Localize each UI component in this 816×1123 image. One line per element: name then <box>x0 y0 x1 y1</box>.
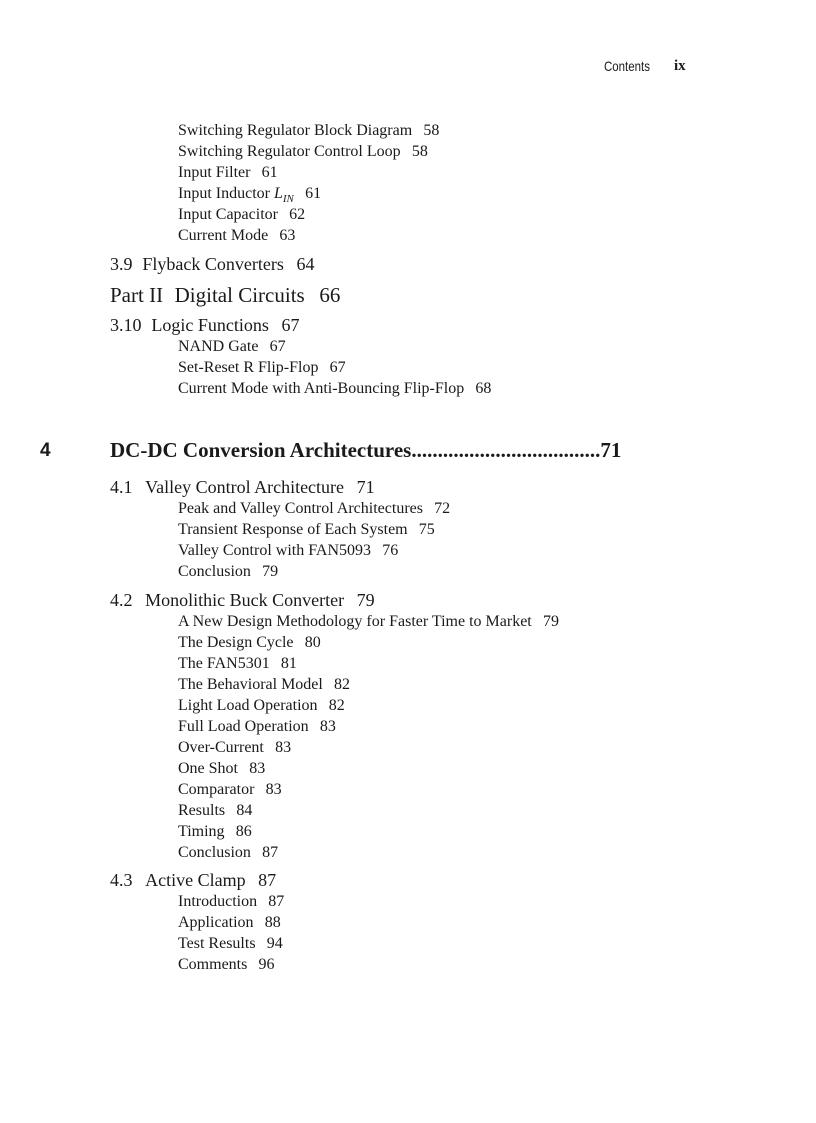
section-page: 71 <box>356 477 375 497</box>
entry-page: 79 <box>542 613 559 630</box>
section-number: 4.2 <box>110 590 133 610</box>
chapter-page: 71 <box>600 438 622 462</box>
entry-label: Conclusion <box>178 844 251 861</box>
toc-entry[interactable] <box>178 164 278 182</box>
entry-page: 83 <box>275 739 292 756</box>
toc-entry[interactable] <box>178 359 346 377</box>
entry-page: 96 <box>258 956 275 973</box>
entry-label: Results <box>178 802 226 819</box>
entry-page: 67 <box>329 359 346 376</box>
part-page: 66 <box>319 283 341 307</box>
toc-entry[interactable] <box>178 935 283 953</box>
toc-section-4-3[interactable] <box>110 870 276 891</box>
section-number: 3.10 <box>110 315 142 335</box>
entry-page: 62 <box>289 206 306 223</box>
toc-entry[interactable] <box>178 802 252 820</box>
entry-page: 63 <box>279 227 296 244</box>
entry-page: 86 <box>235 823 252 840</box>
section-page: 67 <box>281 315 300 335</box>
toc-section-3-10[interactable] <box>110 315 299 336</box>
entry-page: 76 <box>382 542 399 559</box>
entry-page: 81 <box>280 655 297 672</box>
entry-symbol-subscript: IN <box>282 193 294 206</box>
toc-entry[interactable] <box>178 338 286 356</box>
toc-entry[interactable] <box>178 655 297 673</box>
toc-section-3-9[interactable] <box>110 254 314 275</box>
entry-page: 87 <box>262 844 279 861</box>
entry-page: 80 <box>304 634 321 651</box>
toc-entry[interactable] <box>178 634 321 652</box>
toc-entry[interactable] <box>178 143 428 161</box>
entry-page: 87 <box>268 893 285 910</box>
toc-entry[interactable] <box>178 185 321 205</box>
toc-entry[interactable] <box>178 844 278 862</box>
toc-entry[interactable] <box>178 956 275 974</box>
entry-page: 67 <box>269 338 286 355</box>
entry-symbol: L <box>273 185 283 202</box>
section-page: 87 <box>258 870 277 890</box>
section-page: 64 <box>296 254 315 274</box>
entry-label: Application <box>178 914 254 931</box>
toc-entry[interactable] <box>178 563 278 581</box>
entry-page: 82 <box>328 697 345 714</box>
entry-page: 58 <box>423 122 440 139</box>
toc-entry[interactable] <box>178 739 291 757</box>
chapter-title: DC-DC Conversion Architectures <box>110 438 412 462</box>
toc-entry[interactable] <box>178 676 350 694</box>
section-number: 3.9 <box>110 254 133 274</box>
section-page: 79 <box>356 590 375 610</box>
entry-label: Input Filter <box>178 164 251 181</box>
toc-entry[interactable] <box>178 521 435 539</box>
entry-label: The Design Cycle <box>178 634 294 651</box>
chapter-number: 4 <box>40 440 51 461</box>
toc-entry[interactable] <box>178 500 450 518</box>
entry-label: Conclusion <box>178 563 251 580</box>
entry-label: A New Design Methodology for Faster Time to Market <box>178 613 532 630</box>
entry-page: 72 <box>434 500 451 517</box>
entry-page: 61 <box>261 164 278 181</box>
entry-label: Peak and Valley Control Architectures <box>178 500 423 517</box>
entry-page: 84 <box>236 802 253 819</box>
toc-part-2[interactable] <box>110 283 340 308</box>
section-number: 4.3 <box>110 870 133 890</box>
section-title: Flyback Converters <box>142 254 284 274</box>
entry-label: Comments <box>178 956 248 973</box>
section-title: Logic Functions <box>151 315 269 335</box>
toc-entry[interactable] <box>178 823 252 841</box>
entry-page: 79 <box>262 563 279 580</box>
entry-page: 68 <box>475 380 492 397</box>
toc-entry[interactable] <box>178 380 491 398</box>
entry-label: Transient Response of Each System <box>178 521 408 538</box>
entry-label: Introduction <box>178 893 258 910</box>
entry-label: Timing <box>178 823 225 840</box>
section-number: 4.1 <box>110 477 133 497</box>
entry-page: 94 <box>266 935 283 952</box>
toc-entry[interactable] <box>178 914 281 932</box>
entry-page: 61 <box>305 185 322 202</box>
entry-label: Comparator <box>178 781 255 798</box>
entry-label: Test Results <box>178 935 256 952</box>
entry-page: 88 <box>264 914 281 931</box>
section-title: Monolithic Buck Converter <box>145 590 345 610</box>
entry-label: Input Inductor <box>178 185 270 202</box>
entry-label: Switching Regulator Control Loop <box>178 143 401 160</box>
entry-page: 75 <box>418 521 435 538</box>
entry-label: NAND Gate <box>178 338 259 355</box>
entry-label: One Shot <box>178 760 238 777</box>
toc-section-4-2[interactable] <box>110 590 375 611</box>
toc-entry[interactable] <box>178 227 295 245</box>
entry-page: 82 <box>334 676 351 693</box>
section-title: Active Clamp <box>145 870 246 890</box>
entry-label: Valley Control with FAN5093 <box>178 542 372 559</box>
entry-page: 83 <box>319 718 336 735</box>
part-label: Part II <box>110 283 164 307</box>
page-number: ix <box>674 58 686 74</box>
entry-label: Full Load Operation <box>178 718 309 735</box>
entry-label: Light Load Operation <box>178 697 318 714</box>
entry-label: The FAN5301 <box>178 655 270 672</box>
entry-page: 83 <box>265 781 282 798</box>
toc-entry[interactable] <box>178 122 439 140</box>
entry-page: 58 <box>411 143 428 160</box>
toc-entry[interactable] <box>178 697 345 715</box>
section-title: Valley Control Architecture <box>145 477 345 497</box>
toc-entry[interactable] <box>178 542 398 560</box>
entry-label: Current Mode <box>178 227 269 244</box>
toc-chapter-4[interactable] <box>110 438 621 463</box>
toc-entry[interactable] <box>178 206 305 224</box>
toc-entry[interactable] <box>178 760 265 778</box>
running-header-title: Contents <box>604 58 650 74</box>
part-title: Digital Circuits <box>174 283 305 307</box>
toc-entry[interactable] <box>178 718 336 736</box>
entry-label: Set-Reset R Flip-Flop <box>178 359 319 376</box>
toc-entry[interactable] <box>178 893 284 911</box>
toc-entry[interactable] <box>178 613 559 631</box>
entry-label: The Behavioral Model <box>178 676 323 693</box>
entry-label: Over-Current <box>178 739 264 756</box>
entry-label: Current Mode with Anti-Bouncing Flip-Flop <box>178 380 465 397</box>
toc-entry[interactable] <box>178 781 282 799</box>
chapter-leader-dots: .................................... <box>411 438 601 462</box>
entry-label: Input Capacitor <box>178 206 278 223</box>
entry-page: 83 <box>249 760 266 777</box>
entry-label: Switching Regulator Block Diagram <box>178 122 413 139</box>
toc-section-4-1[interactable] <box>110 477 375 498</box>
